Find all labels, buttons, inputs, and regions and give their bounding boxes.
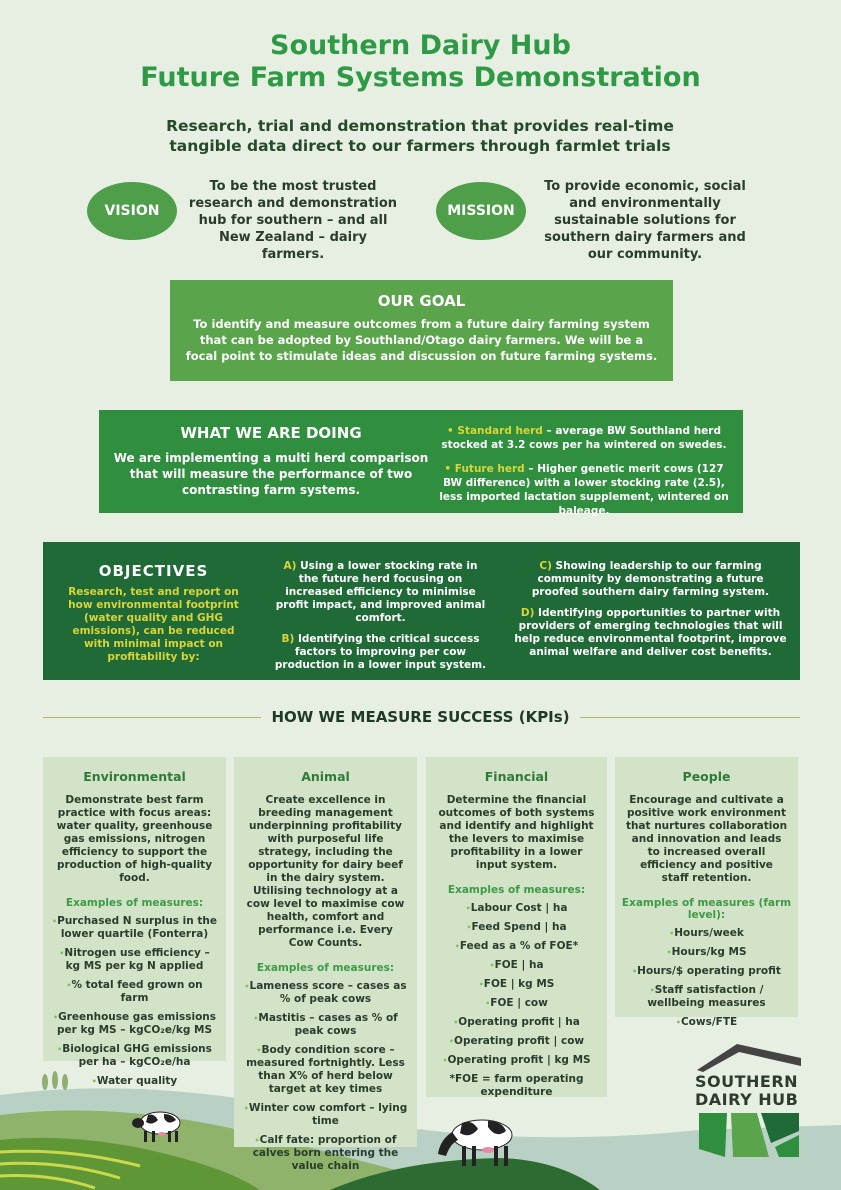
list-item: • Greenhouse gas emissions per kg MS – kgCO₂e/kg MS [51,1011,218,1037]
list-item: • Body condition score – measured fortnightly. Less than X% of herd below target at key times [242,1044,409,1096]
kpi-examples-label: Examples of measures (farm level): [621,897,792,921]
kpi-measures-list [43,915,226,1088]
title-line-1: Southern Dairy Hub [270,30,571,61]
kpi-description: Determine the financial outcomes of both systems and identify and highlight the levers to maximise profitability in a lower input system. [438,794,595,871]
list-item: • % total feed grown on farm [51,979,218,1005]
list-item: • Water quality [51,1075,218,1088]
list-item: • Staff satisfaction / wellbeing measures [623,984,790,1010]
subtitle-line-2: tangible data direct to our farmers through farmlet trials [169,137,671,155]
kpi-description: Encourage and cultivate a positive work environment that nurtures collaboration and innovation and leads to increased overall efficiency and positive staff retention. [625,794,788,884]
cow-small-illustration [130,1105,192,1145]
list-item: • Feed as a % of FOE* [434,940,599,953]
objectives-panel [43,542,800,680]
mission-badge [436,182,526,240]
future-herd: • Future herd – Higher genetic merit cows (127 BW difference) with a lower stocking rate (2.5), less imported lactation supplement, wintered on baleage. [439,463,729,517]
future-herd-text: – Higher genetic merit cows (127 BW difference) with a lower stocking rate (2.5), less imported lactation supplement, wintered on baleage. [439,463,729,517]
objective-c [513,560,788,599]
kpi-column-people [615,757,798,1028]
kpi-title: Environmental [83,769,186,784]
kpi-title: People [682,769,731,784]
title-line-2: Future Farm Systems Demonstration [140,62,701,93]
list-item: • FOE | cow [434,997,599,1010]
goal-text: To identify and measure outcomes from a future dairy farming system that can be adopted by Southland/Otago dairy farmers. We will be a focal point to stimulate ideas and discussion on future farming systems. [185,317,658,363]
doing-text: We are implementing a multi herd comparison that will measure the performance of two contrasting farm systems. [113,451,429,497]
objective-a [273,560,488,625]
logo-line-1: SOUTHERN [695,1072,799,1091]
list-item: • Hours/$ operating profit [623,965,790,978]
kpi-examples-label: Examples of measures: [447,884,586,896]
kpi-column-animal [234,757,417,1172]
kpi-examples-label: Examples of measures: [65,897,204,909]
vision-badge [87,182,177,240]
objective-d-letter: D) [520,607,535,619]
objective-a-text: Using a lower stocking rate in the future herd focusing on increased efficiency to minimise profit impact, and improved animal comfort. [275,560,486,624]
list-item: • Mastitis – cases as % of peak cows [242,1012,409,1038]
doing-panel [99,410,743,517]
list-item: • FOE | kg MS [434,978,599,991]
kpi-measures-list [234,980,417,1173]
list-item: • Lameness score – cases as % of peak cows [242,980,409,1006]
kpi-title: Financial [484,769,549,784]
subtitle-line-1: Research, trial and demonstration that provides real-time [166,117,674,135]
page-title [0,30,841,94]
objectives-intro: Research, test and report on how environmental footprint (water quality and GHG emissions), can be reduced with minimal impact on profitability by: [68,586,239,663]
kpi-measures-list [615,927,798,1029]
cow-large-illustration [432,1110,524,1170]
list-item: • Biological GHG emissions per ha – kgCO₂e/ha [51,1043,218,1069]
doing-heading: WHAT WE ARE DOING [180,424,362,442]
subtitle [120,116,720,156]
foe-footnote: *FOE = farm operating expenditure [449,1073,584,1098]
goal-heading: OUR GOAL [377,292,466,310]
list-item: • Cows/FTE [623,1016,790,1029]
future-herd-label: Future herd [454,463,525,475]
kpi-measures-list [426,902,607,1099]
kpi-column-environmental [43,757,226,1087]
list-item: • Operating profit | ha [434,1016,599,1029]
objective-b-text: Identifying the critical success factors to improving per cow production in a lower input system. [274,633,487,671]
objective-a-letter: A) [283,560,297,572]
list-item: • Purchased N surplus in the lower quartile (Fonterra) [51,915,218,941]
list-item: • FOE | ha [434,959,599,972]
mission-label: MISSION [447,203,515,219]
list-item: • Winter cow comfort – lying time [242,1102,409,1128]
list-item: • Hours/kg MS [623,946,790,959]
vision-label: VISION [104,203,160,219]
objective-d [513,607,788,659]
list-item: • Operating profit | kg MS [434,1054,599,1067]
objective-b [273,633,488,672]
kpi-column-financial [426,757,607,1097]
kpi-heading: HOW WE MEASURE SUCCESS (KPIs) [271,708,570,726]
barn-roof-icon [697,1040,801,1072]
kpi-examples-label: Examples of measures: [256,962,395,974]
objectives-heading: OBJECTIVES [98,562,209,580]
mission-text: To provide economic, social and environmentally sustainable solutions for southern dairy farmers and our community. [544,179,746,262]
objective-c-text: Showing leadership to our farming community by demonstrating a future proofed southern dairy farming system. [531,560,770,598]
logo-wordmark [695,1073,798,1109]
standard-herd: • Standard herd – average BW Southland herd stocked at 3.2 cows per ha wintered on swedes. [441,425,727,451]
vision-text: To be the most trusted research and demonstration hub for southern – and all New Zealand – dairy farmers. [188,179,398,262]
goal-panel [170,280,673,381]
logo-line-2: DAIRY HUB [695,1090,799,1109]
list-item: • Hours/week [623,927,790,940]
objective-d-text: Identifying opportunities to partner with providers of emerging technologies that will help reduce environmental footprint, improve animal welfare and deliver cost benefits. [514,607,787,658]
list-item: • Labour Cost | ha [434,902,599,915]
logo-fields-icon [697,1113,801,1157]
list-item: • Nitrogen use efficiency – kg MS per kg N applied [51,947,218,973]
list-item: • Operating profit | cow [434,1035,599,1048]
standard-herd-text: – average BW Southland herd stocked at 3.2 cows per ha wintered on swedes. [441,425,727,451]
list-item: • Calf fate: proportion of calves born entering the value chain [242,1134,409,1173]
kpi-description: Create excellence in breeding management underpinning profitability with purposeful life strategy, including the opportunity for dairy beef in the dairy system. Utilising technology at a cow level to maximise cow health, comfort and performance i.e. Every Cow Counts. [246,794,405,949]
kpi-title: Animal [301,769,350,784]
objective-c-letter: C) [539,560,552,572]
list-item: • Feed Spend | ha [434,921,599,934]
objective-b-letter: B) [281,633,295,645]
standard-herd-label: Standard herd [457,425,543,437]
kpi-description: Demonstrate best farm practice with focus areas: water quality, greenhouse gas emissions, nitrogen efficiency to support the production of high-quality food. [56,794,213,884]
